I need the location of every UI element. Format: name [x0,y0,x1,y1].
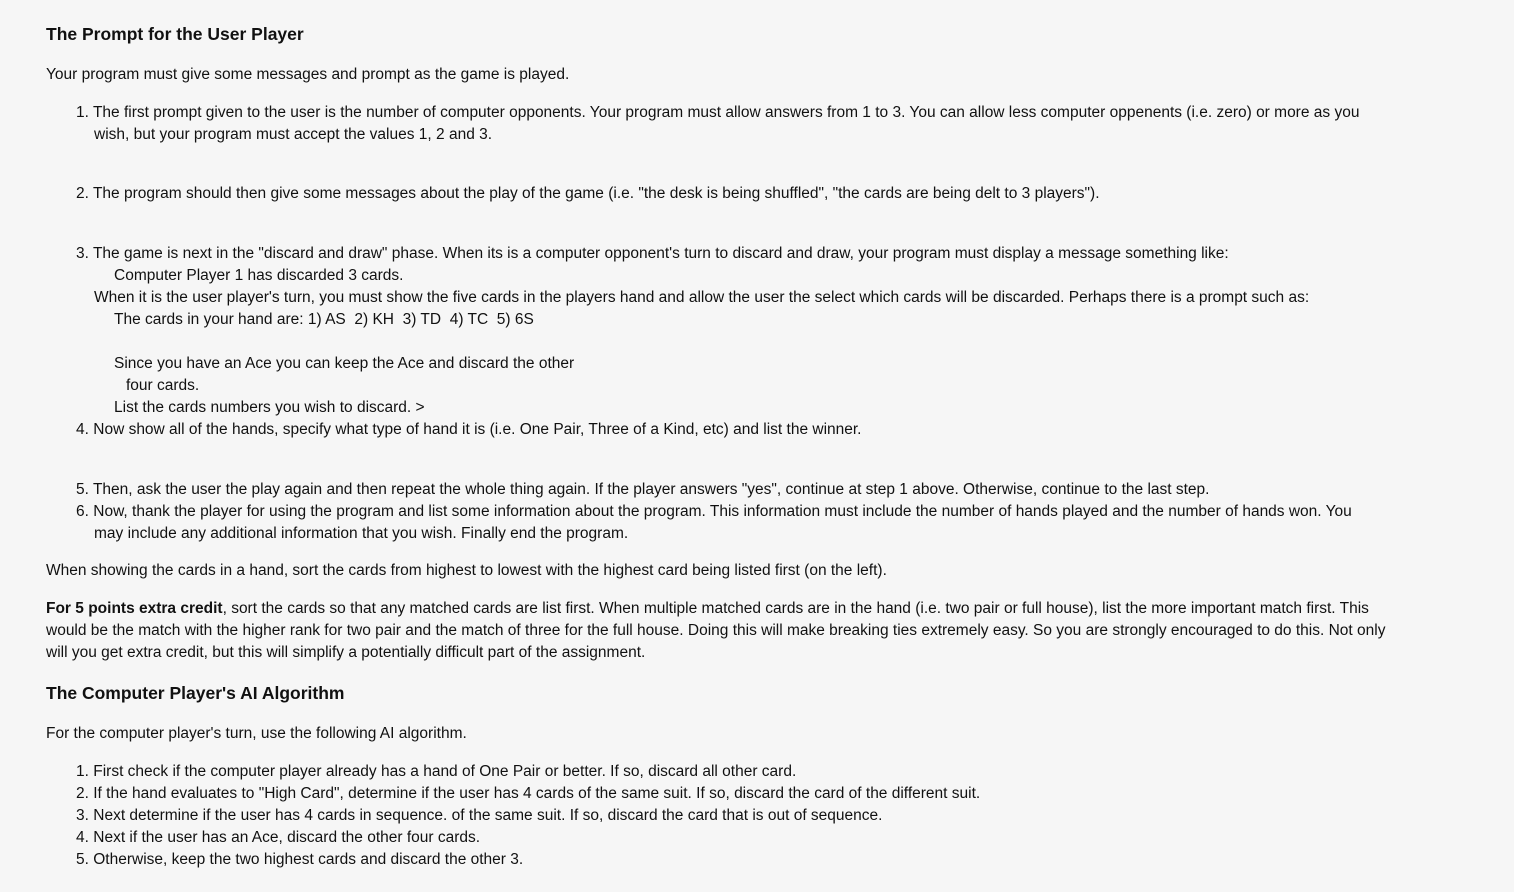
list-number: 2. [76,185,89,202]
list-item [76,761,1466,783]
list-item [76,827,1466,849]
example-hand-prompt: The cards in your hand are: 1) AS 2) KH 3) TD 4) TC 5) 6S [114,311,534,328]
extra-credit-text: , sort the cards so that any matched cards are list first. When multiple matched cards are in the hand (i.e. two pair or full house), list the more important match first. This [222,600,1369,617]
sorting-paragraph: When showing the cards in a hand, sort the cards from highest to lowest with the highest card being listed first (on the left). [46,562,887,579]
example-computer-message: Computer Player 1 has discarded 3 cards. [114,267,404,284]
list-item [76,783,1466,805]
example-discard-prompt: List the cards numbers you wish to discard. > [114,399,425,416]
list-item [76,183,1466,205]
list-text: Now, thank the player for using the program and list some information about the program. This information must include the number of hands played and the number of hands won. You [93,503,1352,520]
list-text: Next if the user has an Ace, discard the other four cards. [93,829,481,846]
list-text: First check if the computer player already has a hand of One Pair or better. If so, discard all other card. [93,763,797,780]
list-text: The game is next in the "discard and draw" phase. When its is a computer opponent's turn to discard and draw, your program must display a message something like: [92,245,1229,262]
list-item [76,805,1466,827]
list-number: 2. [76,785,89,802]
section-intro: For the computer player's turn, use the following AI algorithm. [46,725,467,742]
ai-steps-list [76,761,1466,871]
extra-credit-text-line2: would be the match with the higher rank for two pair and the match of three for the full house. Doing this will make breaking ties extremely easy. So you are strongly encouraged to do this. Not only [46,622,1386,639]
list-text: Now show all of the hands, specify what type of hand it is (i.e. One Pair, Three of a Kind, etc) and list the winner. [93,421,862,438]
list-number: 4. [76,421,89,438]
list-number: 5. [76,481,89,498]
list-text: If the hand evaluates to "High Card", determine if the user has 4 cards of the same suit. If so, discard the card of the different suit. [93,785,981,802]
list-text: Otherwise, keep the two highest cards and discard the other 3. [93,851,524,868]
example-ace-hint-continuation: four cards. [126,377,200,394]
list-item [76,849,1466,871]
section-intro: Your program must give some messages and prompt as the game is played. [46,66,570,83]
list-number: 5. [76,851,89,868]
list-number: 4. [76,829,89,846]
example-ace-hint: Since you have an Ace you can keep the Ace and discard the other [114,355,575,372]
list-number: 1. [76,763,89,780]
list-number: 6. [76,503,89,520]
list-text-continuation: When it is the user player's turn, you must show the five cards in the players hand and allow the user the select which cards will be discarded. Perhaps there is a prompt such as: [94,289,1310,306]
list-item [76,501,1466,545]
list-text: The first prompt given to the user is the number of computer opponents. Your program must allow answers from 1 to 3. You can allow less computer oppenents (i.e. zero) or more as you [92,104,1360,121]
section-heading-ai-algorithm: The Computer Player's AI Algorithm [46,683,345,703]
list-text-continuation: wish, but your program must accept the values 1, 2 and 3. [94,126,493,143]
list-number: 1. [76,104,89,121]
list-number: 3. [76,807,89,824]
list-item [76,102,1466,146]
list-item [76,243,1466,419]
extra-credit-label: For 5 points extra credit [46,600,223,617]
section-heading-user-prompt: The Prompt for the User Player [46,24,304,44]
list-text: Next determine if the user has 4 cards in sequence. of the same suit. If so, discard the card that is out of sequence. [93,807,883,824]
extra-credit-paragraph [46,598,1486,664]
extra-credit-text-line3: will you get extra credit, but this will simplify a potentially difficult part of the assignment. [46,644,646,661]
list-text: The program should then give some messages about the play of the game (i.e. "the desk is being shuffled", "the cards are being delt to 3 players"). [92,185,1100,202]
list-item [76,419,1466,441]
list-text-continuation: may include any additional information that you wish. Finally end the program. [94,525,629,542]
list-item [76,479,1466,501]
list-number: 3. [76,245,89,262]
list-text: Then, ask the user the play again and then repeat the whole thing again. If the player answers "yes", continue at step 1 above. Otherwise, continue to the last step. [92,481,1210,498]
